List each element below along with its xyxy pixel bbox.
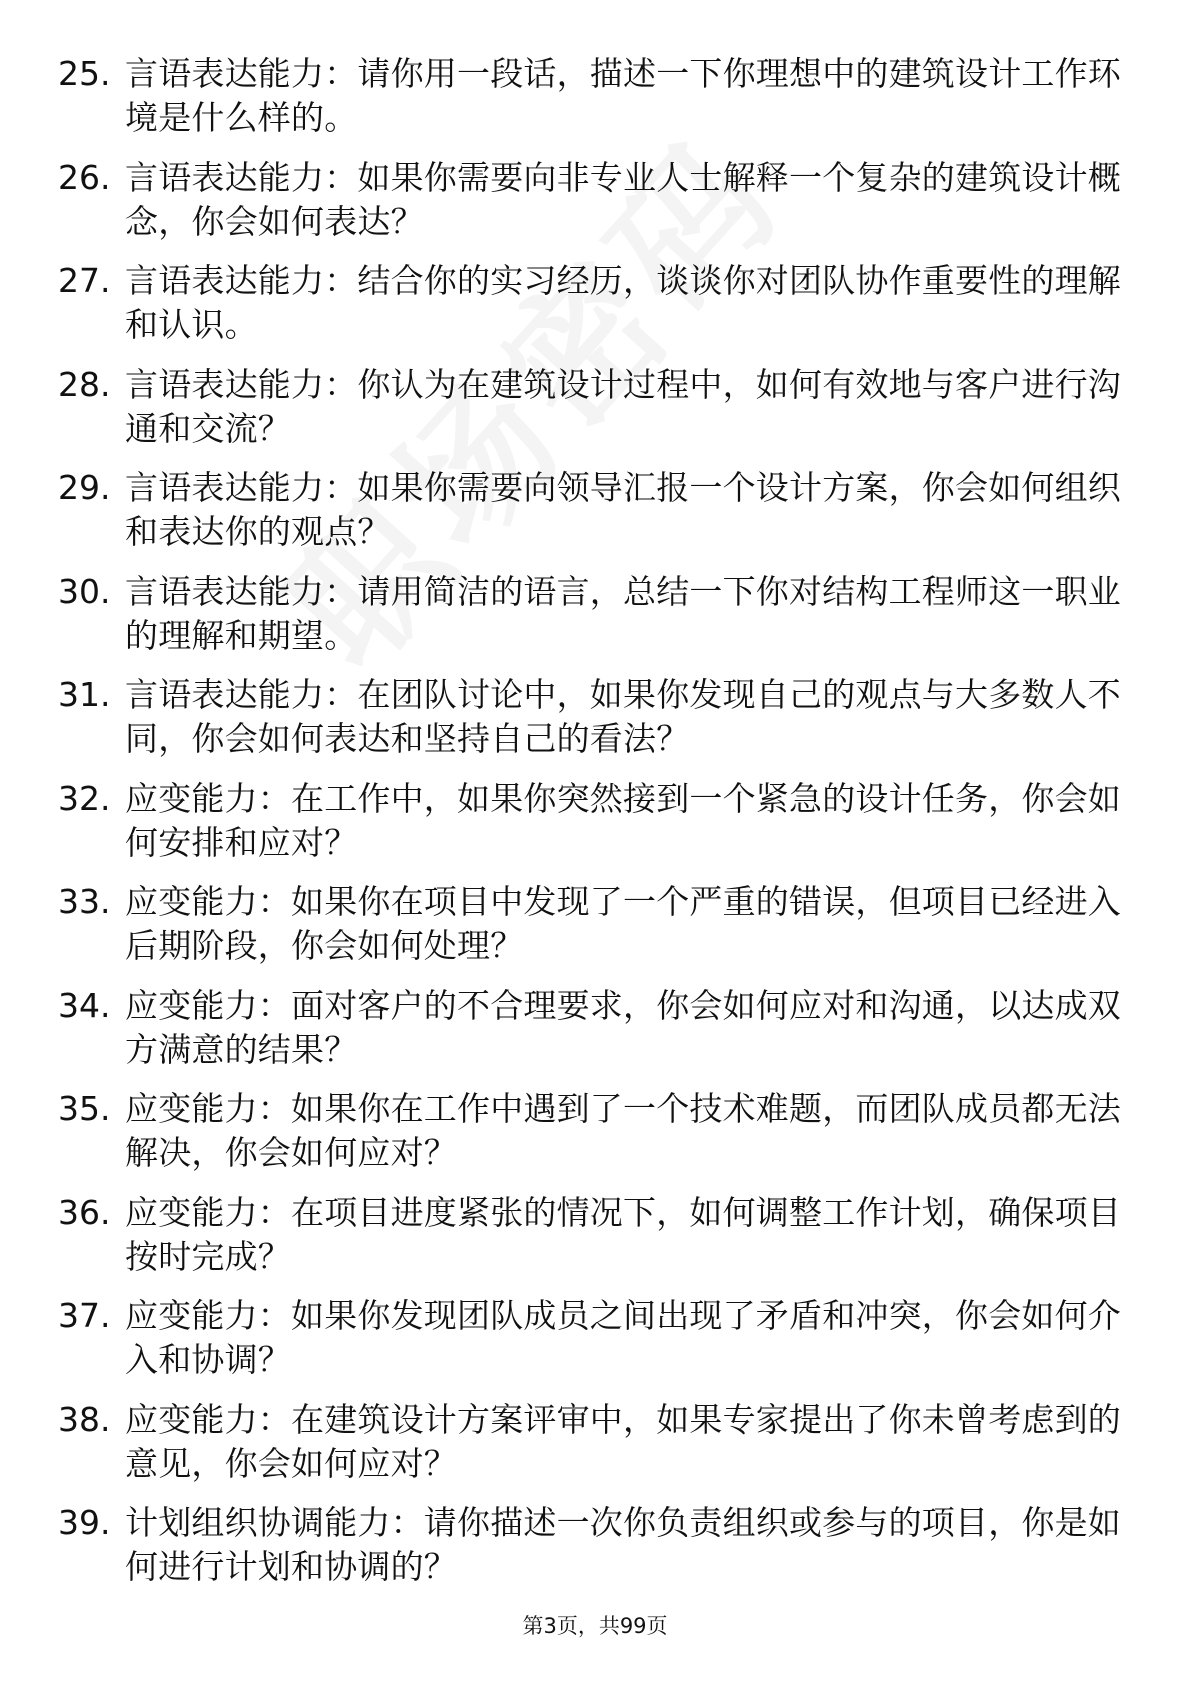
question-text: 应变能力：在工作中，如果你突然接到一个紧急的设计任务，你会如何安排和应对？ (125, 778, 1121, 862)
question-text: 言语表达能力：如果你需要向领导汇报一个设计方案，你会如何组织和表达你的观点？ (125, 468, 1121, 551)
list-item (58, 880, 1138, 968)
question-text: 言语表达能力：请你用一段话，描述一下你理想中的建筑设计工作环境是什么样的。 (125, 54, 1121, 137)
question-text: 应变能力：如果你在工作中遇到了一个技术难题，而团队成员都无法解决，你会如何应对？ (125, 1089, 1121, 1172)
question-text: 计划组织协调能力：请你描述一次你负责组织或参与的项目，你是如何进行计划和协调的？ (125, 1503, 1121, 1586)
question-number: 25. (58, 54, 111, 93)
list-item (58, 466, 1138, 554)
question-number: 28. (58, 364, 111, 404)
list-item (58, 259, 1138, 347)
question-number: 38. (58, 1399, 111, 1439)
list-item (58, 52, 1138, 140)
question-text: 言语表达能力：如果你需要向非专业人士解释一个复杂的建筑设计概念，你会如何表达？ (125, 157, 1121, 241)
question-list (58, 52, 1138, 1605)
page-footer: 第3页，共99页 (522, 1614, 668, 1638)
question-number: 35. (58, 1089, 111, 1128)
question-text: 应变能力：在项目进度紧张的情况下，如何调整工作计划，确保项目按时完成？ (125, 1192, 1121, 1276)
list-item (58, 984, 1138, 1072)
question-number: 32. (58, 778, 111, 818)
question-text: 言语表达能力：在团队讨论中，如果你发现自己的观点与大多数人不同，你会如何表达和坚持自己的看法？ (125, 675, 1121, 758)
question-text: 应变能力：在建筑设计方案评审中，如果专家提出了你未曾考虑到的意见，你会如何应对？ (125, 1399, 1121, 1483)
question-text: 言语表达能力：结合你的实习经历，谈谈你对团队协作重要性的理解和认识。 (125, 261, 1121, 344)
question-number: 26. (58, 157, 111, 197)
question-text: 应变能力：面对客户的不合理要求，你会如何应对和沟通，以达成双方满意的结果？ (125, 985, 1121, 1069)
question-text: 言语表达能力：请用简洁的语言，总结一下你对结构工程师这一职业的理解和期望。 (125, 571, 1121, 655)
list-item (58, 363, 1138, 451)
question-number: 36. (58, 1192, 111, 1232)
list-item (58, 1191, 1138, 1279)
list-item (58, 777, 1138, 865)
list-item (58, 673, 1138, 761)
question-text: 言语表达能力：你认为在建筑设计过程中，如何有效地与客户进行沟通和交流？ (125, 364, 1121, 448)
question-text: 应变能力：如果你在项目中发现了一个严重的错误，但项目已经进入后期阶段，你会如何处理？ (125, 882, 1121, 965)
question-number: 34. (58, 985, 111, 1025)
list-item (58, 1087, 1138, 1175)
list-item (58, 1501, 1138, 1589)
list-item (58, 1294, 1138, 1382)
list-item (58, 1398, 1138, 1486)
question-number: 31. (58, 675, 111, 714)
question-number: 29. (58, 468, 111, 507)
list-item (58, 570, 1138, 658)
question-number: 33. (58, 882, 111, 921)
list-item (58, 156, 1138, 244)
question-number: 39. (58, 1503, 111, 1542)
question-number: 37. (58, 1296, 111, 1335)
question-text: 应变能力：如果你发现团队成员之间出现了矛盾和冲突，你会如何介入和协调？ (125, 1296, 1121, 1379)
question-number: 27. (58, 261, 111, 300)
question-number: 30. (58, 571, 111, 611)
